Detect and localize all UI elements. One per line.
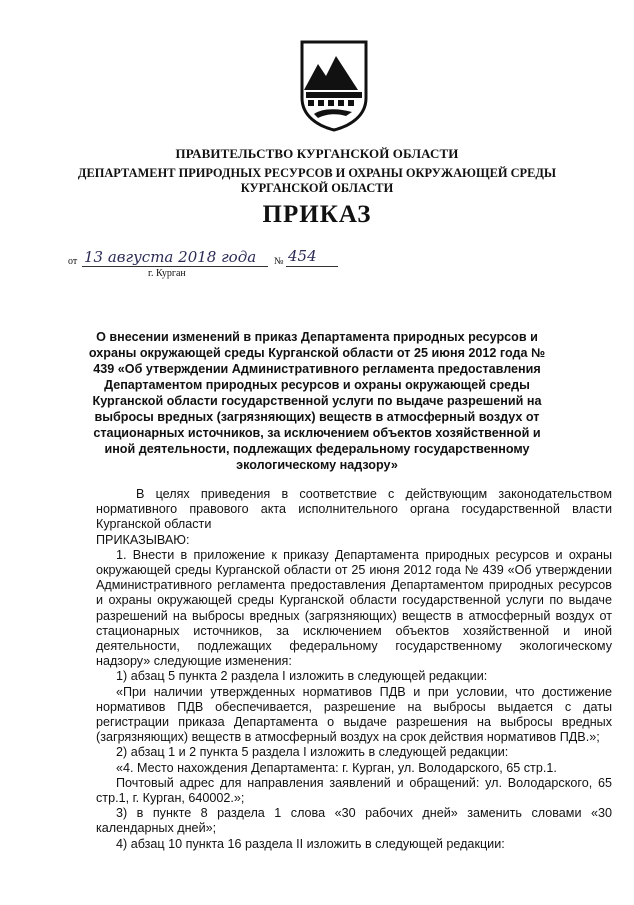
subitem-3: 3) в пункте 8 раздела 1 слова «30 рабочих дней» заменить словами «30 календарных дней»; [96, 806, 612, 836]
date-underline [82, 266, 268, 267]
subitem-1-text: «При наличии утвержденных нормативов ПДВ и при условии, что достижение нормативов ПДВ обеспечивается, разрешение на выбросы выдается с даты регистрации приказа Департамента о выдаче разрешения на выбросы вредных (загрязняющих) веществ в атмосферный воздух на срок действия нормативов ПДВ.»; [96, 684, 612, 745]
document-type: ПРИКАЗ [262, 201, 372, 228]
subitem-2-text-1: «4. Место нахождения Департамента: г. Курган, ул. Володарского, 65 стр.1. [116, 760, 557, 775]
orders-heading: ПРИКАЗЫВАЮ: [96, 532, 190, 547]
preamble: В целях приведения в соответствие с действующим законодательством нормативного правового акта исполнительного органа государственной власти Курганской области [96, 487, 612, 532]
subitem-2-text-2: Почтовый адрес для направления заявлений и обращений: ул. Володарского, 65 стр.1, г. Курган, 640002.»; [96, 775, 612, 806]
from-label: от [68, 256, 78, 267]
government-name: ПРАВИТЕЛЬСТВО КУРГАНСКОЙ ОБЛАСТИ [175, 146, 459, 161]
handwritten-date: 13 августа 2018 года [84, 248, 257, 266]
handwritten-number: 454 [288, 247, 317, 265]
subitem-4: 4) абзац 10 пункта 16 раздела II изложить в следующей редакции: [116, 836, 505, 851]
department-name [0, 166, 634, 196]
order-body [96, 487, 612, 852]
order-title: О внесении изменений в приказ Департамента природных ресурсов и охраны окружающей среды Курганской области от 25 июня 2012 года № 439 «Об утверждении Административного регламента предоставления Департаментом природных ресурсов и охраны окружающей среды Курганской области государственной услуги по выдаче разрешений на выбросы вредных (загрязняющих) веществ в атмосферный воздух от стационарных источников, за исключением объектов хозяйственной и иной деятельности, подлежащих федеральному государственному экологическому надзору» [88, 330, 546, 472]
city: г. Курган [148, 268, 186, 279]
department-line-2: КУРГАНСКОЙ ОБЛАСТИ [240, 181, 394, 195]
subitem-2: 2) абзац 1 и 2 пункта 5 раздела I изложить в следующей редакции: [116, 745, 509, 760]
department-line-1: ДЕПАРТАМЕНТ ПРИРОДНЫХ РЕСУРСОВ И ОХРАНЫ ОКРУЖАЮЩЕЙ СРЕДЫ [77, 166, 557, 180]
number-underline [286, 266, 338, 267]
subitem-1: 1) абзац 5 пункта 2 раздела I изложить в следующей редакции: [116, 669, 488, 684]
dateline [68, 246, 348, 282]
coat-of-arms-icon [298, 40, 370, 132]
item-1: 1. Внести в приложение к приказу Департамента природных ресурсов и охраны окружающей среды Курганской области от 25 июня 2012 года № 439 «Об утверждении Административного регламента предоставления Департаментом природных ресурсов и охраны окружающей среды Курганской области государственной услуги по выдаче разрешений на выбросы вредных (загрязняющих) веществ в атмосферный воздух от стационарных источников, за исключением объектов хозяйственной и иной деятельности, подлежащих федеральному государственному экологическому надзору» следующие изменения: [96, 547, 612, 669]
number-label: № [274, 256, 284, 267]
